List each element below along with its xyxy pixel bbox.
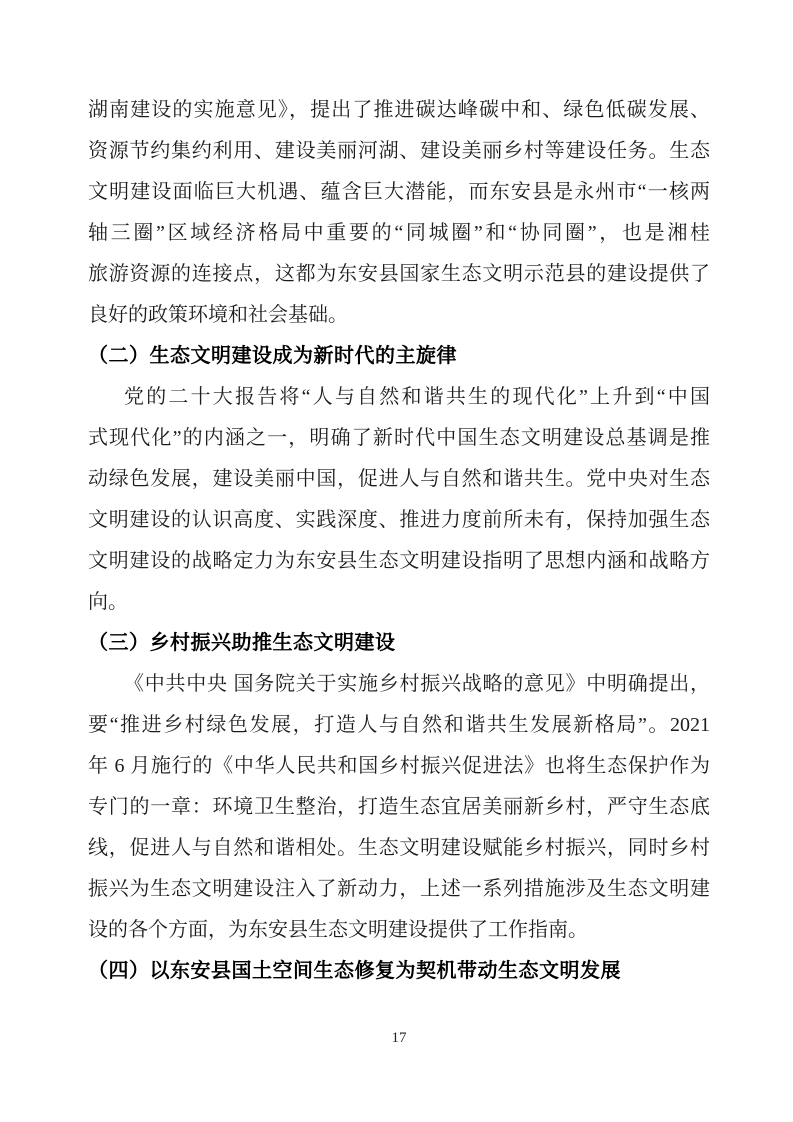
paragraph-line: 资源节约集约利用、建设美丽河湖、建设美丽乡村等建设任务。生态 — [88, 140, 710, 162]
paragraph-line: 式现代化”的内涵之一，明确了新时代中国生态文明建设总基调是推 — [88, 427, 710, 449]
section-heading-2: （二）生态文明建设成为新时代的主旋律 — [88, 345, 457, 367]
paragraph-line: 湖南建设的实施意见》，提出了推进碳达峰碳中和、绿色低碳发展、 — [88, 99, 710, 121]
paragraph-line: 动绿色发展，建设美丽中国，促进人与自然和谐共生。党中央对生态 — [88, 468, 710, 490]
paragraph-line: 文明建设的认识高度、实践深度、推进力度前所未有，保持加强生态 — [88, 509, 710, 531]
paragraph-line: 向。 — [88, 591, 128, 613]
paragraph-line: 文明建设的战略定力为东安县生态文明建设指明了思想内涵和战略方 — [88, 550, 710, 572]
paragraph-line: 旅游资源的连接点，这都为东安县国家生态文明示范县的建设提供了 — [88, 263, 710, 285]
paragraph-line: 线，促进人与自然和谐相处。生态文明建设赋能乡村振兴，同时乡村 — [88, 837, 710, 859]
section-heading-4: （四）以东安县国土空间生态修复为契机带动生态文明发展 — [88, 960, 621, 982]
paragraph-line: 要“推进乡村绿色发展，打造人与自然和谐共生发展新格局”。2021 — [88, 714, 710, 736]
paragraph-line: 党的二十大报告将“人与自然和谐共生的现代化”上升到“中国 — [124, 386, 710, 408]
paragraph-line: 文明建设面临巨大机遇、蕴含巨大潜能，而东安县是永州市“一核两 — [88, 181, 710, 203]
section-heading-3: （三）乡村振兴助推生态文明建设 — [88, 632, 396, 654]
paragraph-line: 专门的一章：环境卫生整治，打造生态宜居美丽新乡村，严守生态底 — [88, 796, 710, 818]
paragraph-line: 良好的政策环境和社会基础。 — [88, 304, 348, 326]
paragraph-line: 设的各个方面，为东安县生态文明建设提供了工作指南。 — [88, 919, 588, 941]
paragraph-line: 轴三圈”区域经济格局中重要的“同城圈”和“协同圈”，也是湘桂 — [88, 222, 710, 244]
paragraph-line: 年 6 月施行的《中华人民共和国乡村振兴促进法》也将生态保护作为 — [88, 755, 710, 777]
paragraph-line: 振兴为生态文明建设注入了新动力，上述一系列措施涉及生态文明建 — [88, 878, 710, 900]
page-number: 17 — [391, 1030, 407, 1046]
page-body — [88, 90, 710, 992]
paragraph-line: 《中共中央 国务院关于实施乡村振兴战略的意见》中明确提出， — [124, 673, 710, 695]
